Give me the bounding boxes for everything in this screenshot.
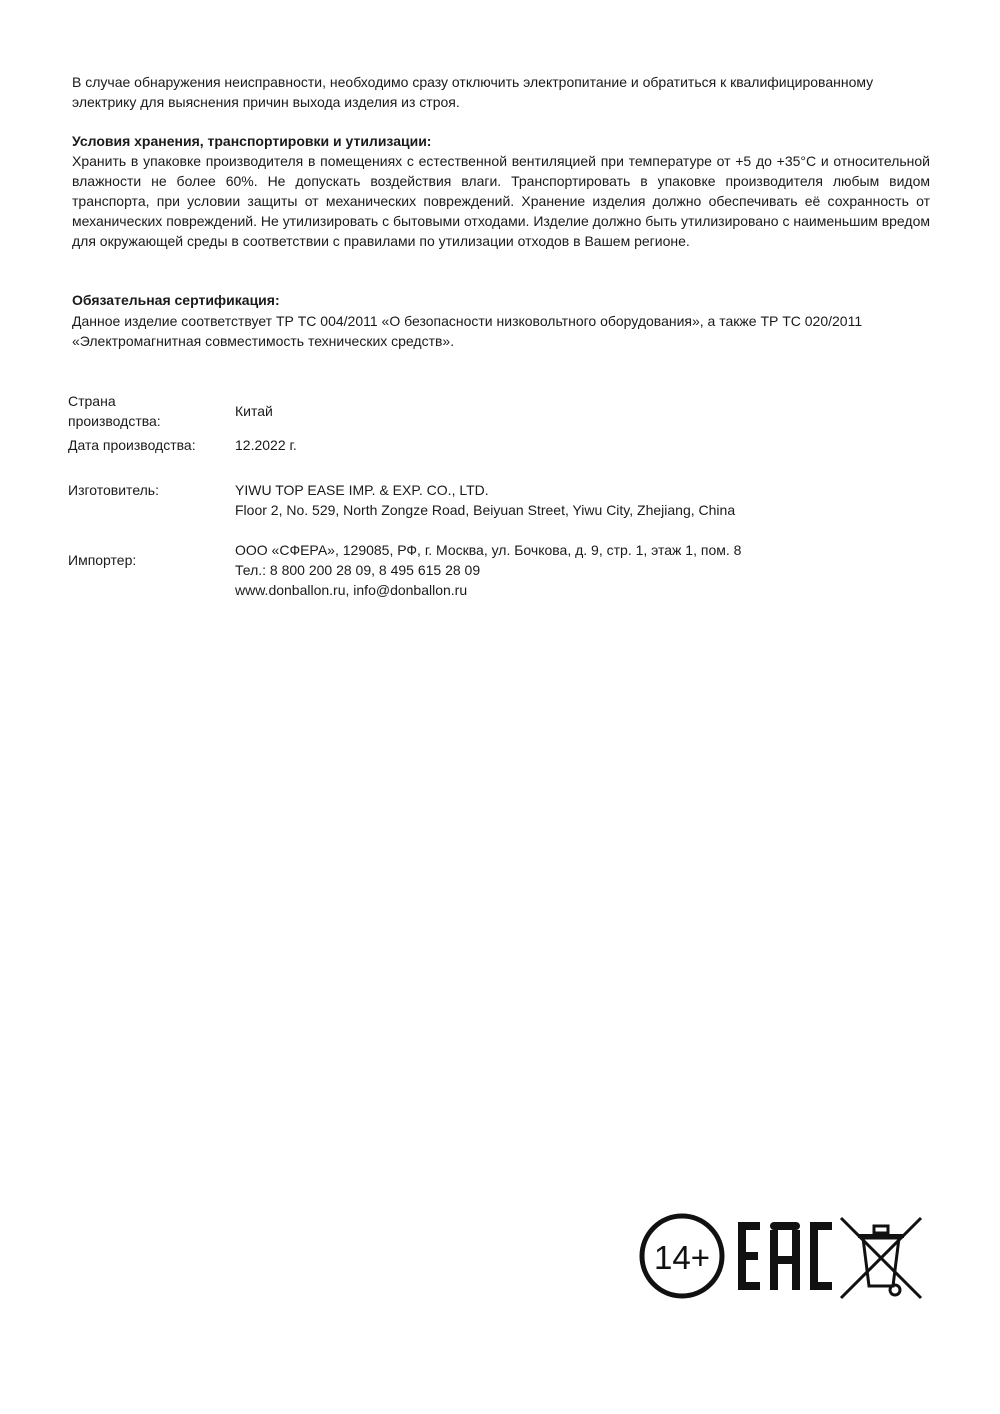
manufacturer-label: Изготовитель: (68, 482, 159, 498)
certification-paragraph: Данное изделие соответствует ТР ТС 004/2011 «О безопасности низковольтного оборудования», а также ТР ТС 020/2011 «Электромагнитная совместимость технических средств». (72, 313, 863, 349)
country-label: Страна производства: (68, 393, 161, 429)
date-label: Дата производства: (68, 437, 196, 453)
certification-heading: Обязательная сертификация: (72, 292, 280, 308)
age-rating-icon (642, 1216, 722, 1296)
age-rating-text: 14+ (654, 1239, 710, 1276)
country-value: Китай (235, 403, 273, 419)
manufacturer-name: YIWU TOP EASE IMP. & EXP. CO., LTD. (235, 482, 489, 498)
certification-marks-svg (638, 1208, 928, 1303)
importer-label: Импортер: (68, 552, 137, 568)
date-value: 12.2022 г. (235, 437, 297, 453)
manufacturer-address: Floor 2, No. 529, North Zongze Road, Beiyuan Street, Yiwu City, Zhejiang, China (235, 502, 736, 518)
importer-line1: ООО «СФЕРА», 129085, РФ, г. Москва, ул. Бочкова, д. 9, стр. 1, этаж 1, пом. 8 (235, 542, 742, 558)
storage-heading: Условия хранения, транспортировки и утилизации: (72, 133, 432, 149)
importer-line2: Тел.: 8 800 200 28 09, 8 495 615 28 09 (235, 562, 481, 578)
crossed-out-bin-icon (841, 1218, 921, 1298)
storage-paragraph: Хранить в упаковке производителя в помещениях с естественной вентиляцией при температуре от +5 до +35°С и относительной влажности не более 60%. Не допускать воздействия влаги. Транспортировать в упаковке производителя любым видом транспорта, при условии защиты от механических повреждений. Хранение изделия должно обеспечивать её сохранность от механических повреждений. Не утилизировать с бытовыми отходами. Изделие должно быть утилизировано с наименьшим вредом для окружающей среды в соответствии с правилами по утилизации отходов в Вашем регионе. (72, 153, 930, 249)
intro-paragraph: В случае обнаружения неисправности, необходимо сразу отключить электропитание и обратиться к квалифицированному электрику для выяснения причин выхода изделия из строя. (72, 74, 874, 110)
certification-marks (638, 1208, 928, 1303)
importer-line3: www.donballon.ru, info@donballon.ru (235, 582, 468, 598)
eac-mark-icon (738, 1222, 832, 1290)
